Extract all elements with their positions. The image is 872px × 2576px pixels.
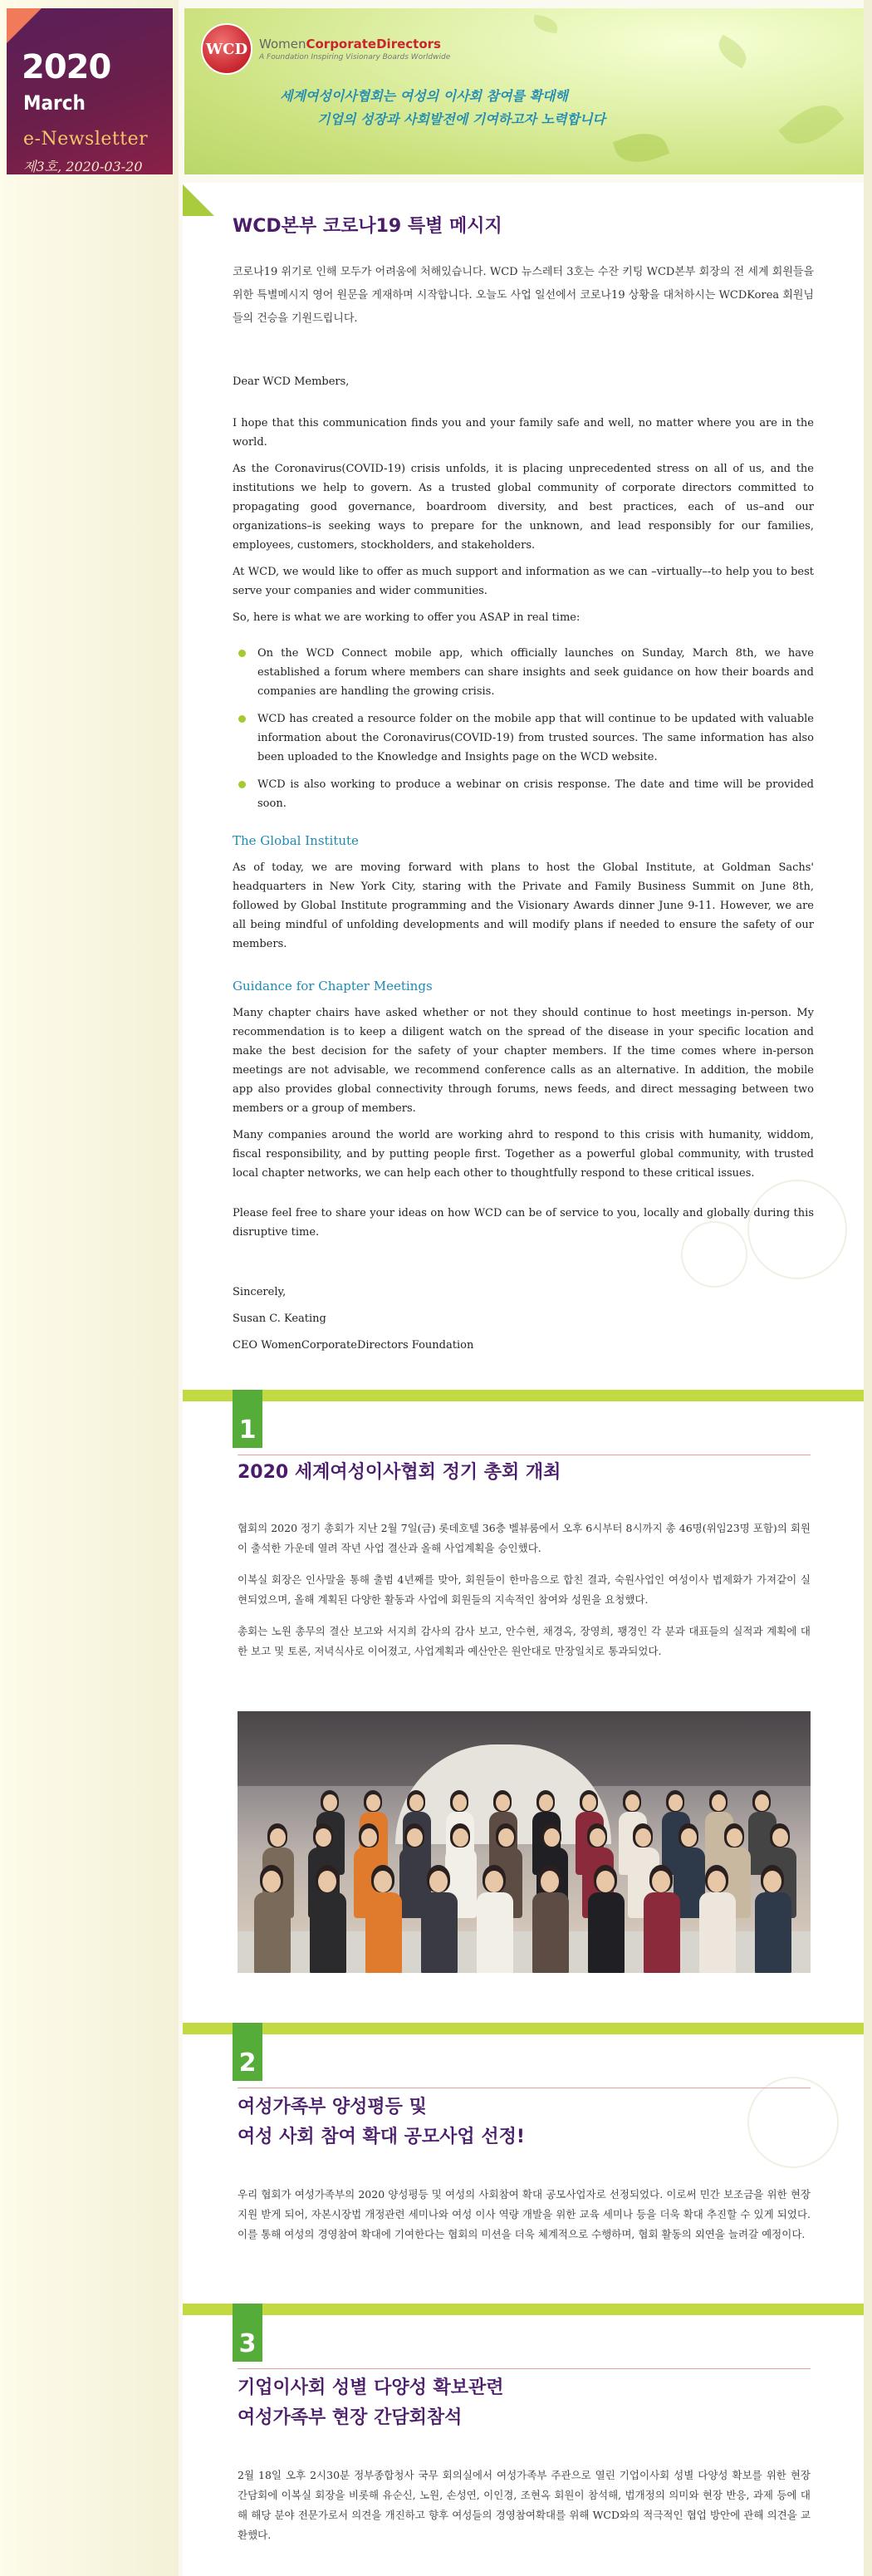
logo-name-main: CorporateDirectors [306, 37, 441, 52]
issue-year: 2020 [22, 48, 111, 86]
general-meeting-group-photo [238, 1711, 811, 1973]
paragraph: 총회는 노원 총무의 결산 보고와 서지희 감사의 감사 보고, 안수현, 채경옥, 장영희, 꽹경인 각 분과 대표들의 실적과 계획에 대한 보고 및 토론, 저녁식사로 이어졌고, 사업계획과 예산안은 원안대로 만장일치로 통과되었다. [238, 1625, 811, 1657]
section-body [238, 1519, 811, 1673]
section-number-tab: 1 [233, 1390, 262, 1448]
issue-month: March [23, 91, 86, 115]
logo-name-prefix: Women [259, 37, 306, 52]
section-number-tab: 2 [233, 2023, 262, 2081]
section-number-tab: 3 [233, 2304, 262, 2362]
paragraph: As the Coronavirus(COVID-19) crisis unfolds, it is placing unprecedented stress on all of us, and the institutions we help to govern. As a trusted global community of corporate directors committed to propagating good governance, boardroom diversity, and best practices, each of us–and our organizations–is seeking ways to prepare for the unknown, and lead responsibly for our families, employees, customers, stockholders, and stakeholders. [233, 463, 814, 552]
section-3 [183, 2304, 864, 2576]
list-item: WCD is also working to produce a webinar on crisis response. The date and time will be provided soon. [233, 775, 814, 813]
offer-list [233, 644, 814, 813]
paragraph: 우리 협회가 여성가족부의 2020 양성평등 및 여성의 사회참여 확대 공모사업자로 선정되었다. 이로써 민간 보조금을 위한 현장 지원 받게 되어, 자본시장법 개정관련 세미나와 여성 이사 역량 개발을 위한 교육 세미나 등을 더욱 확대 추진할 수 있게 되었다. 이를 통해 여성의 경영참여 확대에 기여한다는 협회의 미션을 더욱 체계적으로 수행하며, 협회 활동의 외연을 늘려갈 예정이다. [238, 2188, 811, 2240]
section-top-bar [183, 2304, 864, 2315]
section-corner-triangle [183, 184, 214, 216]
section-title [238, 2093, 811, 2152]
paragraph: 2월 18일 오후 2시30분 정부종합청사 국무 회의실에서 여성가족부 주관으로 열린 기업이사회 성별 다양성 확보를 위한 현장 간담회에 이복실 회장을 비롯해 유순신, 노원, 손성연, 이인경, 조현옥 회원이 참석해, 법개정의 의미와 현장 반응, 과제 등에 대해 해당 분야 전문가로서 의견을 개진하고 향후 여성들의 경영참여확대를 위해 WCD와의 적극적인 협업 방안에 관해 의견을 교환했다. [238, 2469, 811, 2541]
section-top-bar [183, 1390, 864, 1401]
header-banner [184, 8, 864, 174]
header-slogan [280, 85, 605, 131]
leaf-decoration [713, 35, 752, 69]
special-message-section [233, 212, 814, 1362]
issue-number: 제3호, 2020-03-20 [23, 159, 143, 174]
slogan-line1: 세계여성이사협회는 여성의 이사회 참여를 확대해 [280, 88, 568, 104]
section-title-line2: 여성 사회 참여 확대 공모사업 선정! [238, 2127, 525, 2147]
newsletter-label: e-Newsletter [23, 129, 149, 150]
closing: Sincerely, [233, 1286, 287, 1298]
section-2 [183, 2023, 864, 2297]
list-item: On the WCD Connect mobile app, which officially launches on Sunday, March 8th, we have established a forum where members can share insights and seek guidance on how their boards and companies are handling the growing crisis. [233, 644, 814, 701]
paragraph: 협회의 2020 정기 총회가 지난 2월 7일(금) 롯데호텔 36층 벨뷰룸에서 오후 6시부터 8시까지 총 46명(위임23명 포함)의 회원이 출석한 가운데 열려 작년 사업 결산과 올해 사업계획을 승인했다. [238, 1522, 811, 1554]
paragraph: So, here is what we are working to offer you ASAP in real time: [233, 611, 581, 624]
section-1 [183, 1390, 864, 2021]
paragraph: At WCD, we would like to offer as much support and information as we can –virtually–-to help you to best serve your companies and wider communities. [233, 566, 814, 597]
section-title [238, 2373, 811, 2433]
signer-title: CEO WomenCorporateDirectors Foundation [233, 1339, 474, 1352]
wcd-logo-text [259, 37, 450, 61]
guidance-paragraph: Many chapter chairs have asked whether or not they should continue to host meetings in-person. My recommendation is to keep a diligent watch on the spread of the disease in your specific location and make the best decision for the safety of your chapter members. If the time comes where in-person meetings are not advisable, we recommend conference calls as an alternative. In addition, the mobile app also provides global connectivity through forums, news feeds, and direct messaging between two members or a group of members. [233, 1007, 814, 1115]
section-title: 2020 세계여성이사협회 정기 총회 개최 [238, 1462, 561, 1483]
section-title-line2: 여성가족부 현장 간담회참석 [238, 2407, 463, 2428]
guidance-heading: Guidance for Chapter Meetings [233, 979, 433, 994]
salutation: Dear WCD Members, [233, 375, 350, 388]
wcd-logo-mark: WCD [201, 23, 252, 75]
slogan-line2: 기업의 성장과 사회발전에 기여하고자 노력합니다 [317, 111, 605, 127]
special-message-title: WCD본부 코로나19 특별 메시지 [233, 216, 502, 237]
leaf-decoration [532, 15, 560, 34]
corner-accent [7, 8, 42, 43]
guidance-paragraph: Please feel free to share your ideas on how WCD can be of service to you, locally and globally during this disruptive time. [233, 1207, 814, 1239]
list-item: WCD has created a resource folder on the mobile app that will continue to be updated with valuable information about the Coronavirus(COVID-19) from trusted sources. The same information has also been uploaded to the Knowledge and Insights page on the WCD website. [233, 709, 814, 767]
global-institute-text: As of today, we are moving forward with plans to host the Global Institute, at Goldman Sachs' headquarters in New York City, staring with the Private and Family Business Summit on June 8th, followed by Global Institute programming and the Visionary Awards dinner June 9-11. However, we are all being mindful of unfolding developments and will modify plans if needed to ensure the safety of our members. [233, 861, 814, 950]
left-margin-strip [0, 0, 179, 2576]
section-title-line1: 기업이사회 성별 다양성 확보관련 [238, 2377, 504, 2398]
section-divider [238, 2368, 811, 2369]
global-institute-heading: The Global Institute [233, 833, 359, 848]
leaf-decoration [613, 125, 670, 170]
logo-tagline: A Foundation Inspiring Visionary Boards Worldwide [259, 53, 451, 61]
signer-name: Susan C. Keating [233, 1313, 326, 1325]
leaf-decoration [778, 93, 844, 156]
paragraph: 이복실 회장은 인사말을 통해 출범 4년째를 맞아, 회원들이 한마음으로 합친 결과, 숙원사업인 여성이사 법제화가 가져같이 실현되었으며, 올해 계획된 다양한 활동과 사업에 회원들의 지속적인 참여와 성원을 요청했다. [238, 1573, 811, 1606]
wcd-logo[interactable] [201, 23, 450, 75]
section-body [238, 2185, 811, 2256]
guidance-paragraph: Many companies around the world are working ahrd to respond to this crisis with humanity, widdom, fiscal responsibility, and by putting people first. Together as a powerful global community, with trusted local chapter networks, we can help each other to thoughtfully respond to these critical issues. [233, 1129, 814, 1180]
issue-date-box [7, 8, 173, 174]
right-margin-strip [864, 0, 872, 2576]
section-body [238, 2466, 811, 2557]
section-top-bar [183, 2023, 864, 2034]
section-title-line1: 여성가족부 양성평등 및 [238, 2097, 427, 2117]
paragraph: I hope that this communication finds you and your family safe and well, no matter where you are in the world. [233, 417, 814, 449]
special-message-intro: 코로나19 위기로 인해 모두가 어려움에 처해있습니다. WCD 뉴스레터 3호는 수잔 키팅 WCD본부 회장의 전 세계 회원들을 위한 특별메시지 영어 원문을 게재하며 시작합니다. 오늘도 사업 일선에서 코로나19 상황을 대처하시는 WCDKorea 회원님들의 건승을 기원드립니다. [233, 266, 814, 325]
